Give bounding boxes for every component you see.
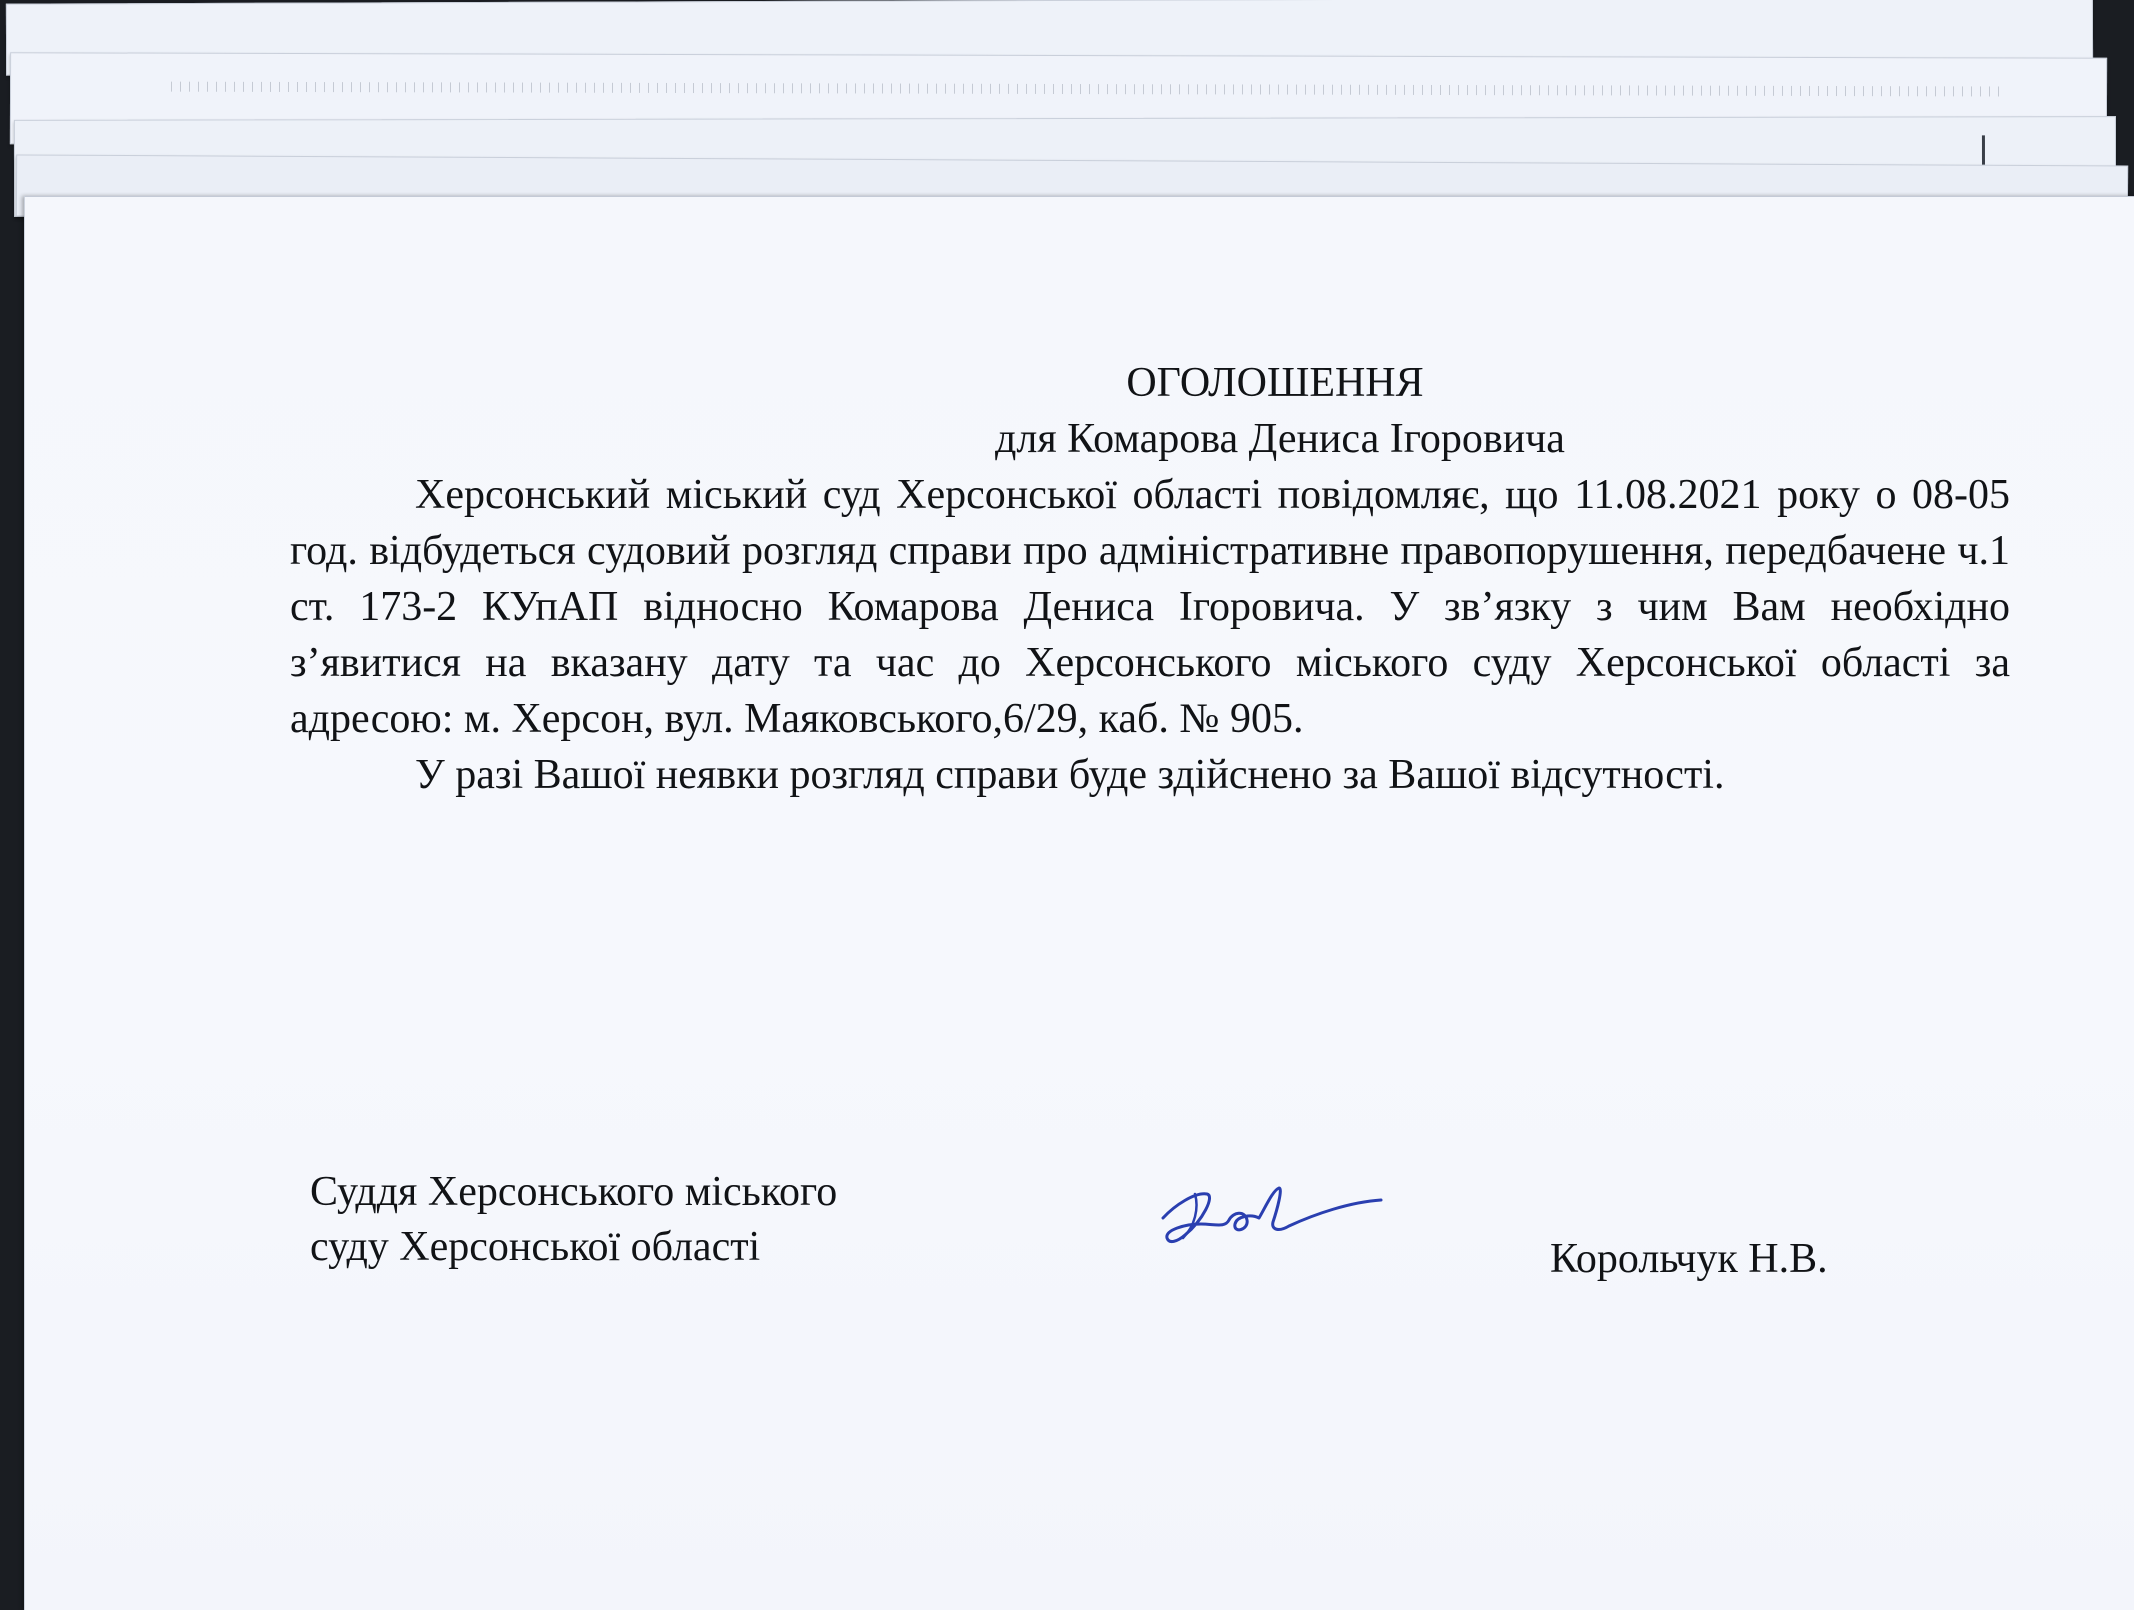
- handwritten-signature: [1155, 1180, 1385, 1250]
- judge-name: Корольчук Н.В.: [1550, 1236, 1828, 1282]
- absence-warning-paragraph: У разі Вашої неявки розгляд справи буде здійснено за Вашої відсутності.: [415, 752, 1725, 798]
- judge-position-line2: суду Херсонської області: [310, 1224, 761, 1270]
- announcement-body: [290, 355, 2010, 803]
- sheet-edge-marks: [171, 82, 2006, 97]
- notice-paragraph: Херсонський міський суд Херсонської області повідомляє, що 11.08.2021 року о 08-05 год. відбудеться судовий розгляд справи про адміністративне правопорушення, передбачене ч.1 ст. 173-2 КУпАП відносно Комарова Дениса Ігоровича. У зв’язку з чим Вам необхідно з’явитися на вказану дату та час до Херсонського міського суду Херсонської області за адресою: м. Херсон, вул. Маяковського,6/29, каб. № 905.: [290, 472, 2010, 742]
- document-title: ОГОЛОШЕННЯ: [1126, 360, 1424, 406]
- judge-position: [310, 1165, 837, 1275]
- judge-position-line1: Суддя Херсонського міського: [310, 1169, 838, 1215]
- addressee-line: для Комарова Дениса Ігоровича: [995, 416, 1565, 462]
